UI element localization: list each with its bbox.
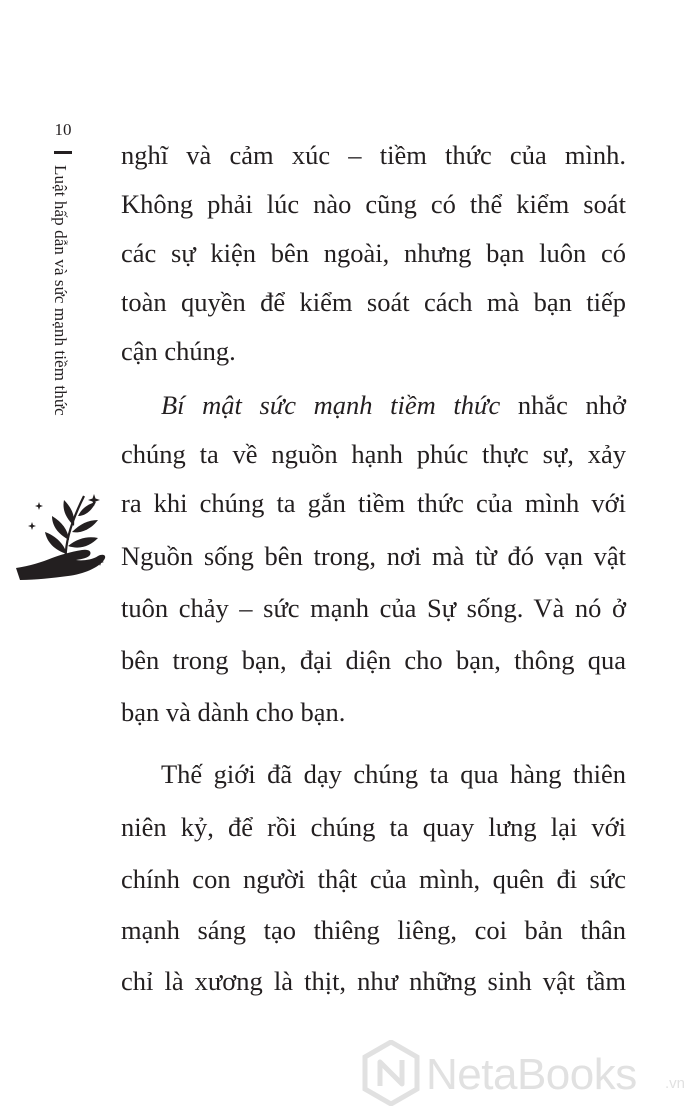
text-line: cận chúng.: [121, 336, 236, 366]
text-line: tuôn chảy – sức mạnh của Sự sống. Và nó ở: [121, 593, 626, 623]
text-line: Nguồn sống bên trong, nơi mà từ đó vạn vật: [121, 541, 626, 571]
netabooks-logo-icon: [362, 1040, 420, 1106]
text-line: mạnh sáng tạo thiêng liêng, coi bản thân: [121, 915, 626, 945]
text-line: bên trong bạn, đại diện cho bạn, thông qua: [121, 645, 626, 675]
text-line: Không phải lúc nào cũng có thể kiểm soát: [121, 189, 626, 219]
text-line: chính con người thật của mình, quên đi sức: [121, 864, 626, 894]
margin-rule: [54, 151, 72, 154]
page-number: 10: [54, 120, 72, 139]
watermark-suffix: .vn: [665, 1075, 686, 1092]
netabooks-watermark: [362, 1038, 692, 1108]
text-line: niên kỷ, để rồi chúng ta quay lưng lại với: [121, 812, 626, 842]
text-line: toàn quyền để kiểm soát cách mà bạn tiếp: [121, 287, 626, 317]
watermark-text: NetaBooks: [426, 1050, 637, 1099]
text-line: ra khi chúng ta gắn tiềm thức của mình với: [121, 488, 626, 518]
book-title-italic: Bí mật sức mạnh tiềm thức: [161, 390, 501, 420]
text-line: chúng ta về nguồn hạnh phúc thực sự, xảy: [121, 439, 626, 469]
text-line: các sự kiện bên ngoài, nhưng bạn luôn có: [121, 238, 626, 268]
text-line: Thế giới đã dạy chúng ta qua hàng thiên: [161, 759, 626, 789]
hand-with-leaf-branch-icon: [12, 484, 108, 582]
text-line: chỉ là xương là thịt, như những sinh vật tầm: [121, 966, 626, 996]
running-title: Luật hấp dẫn và sức mạnh tiềm thức: [51, 165, 70, 416]
text-fragment: nhắc nhở: [500, 390, 626, 420]
text-line: bạn và dành cho bạn.: [121, 697, 346, 727]
text-line: [161, 390, 626, 421]
text-line: nghĩ và cảm xúc – tiềm thức của mình.: [121, 140, 626, 170]
